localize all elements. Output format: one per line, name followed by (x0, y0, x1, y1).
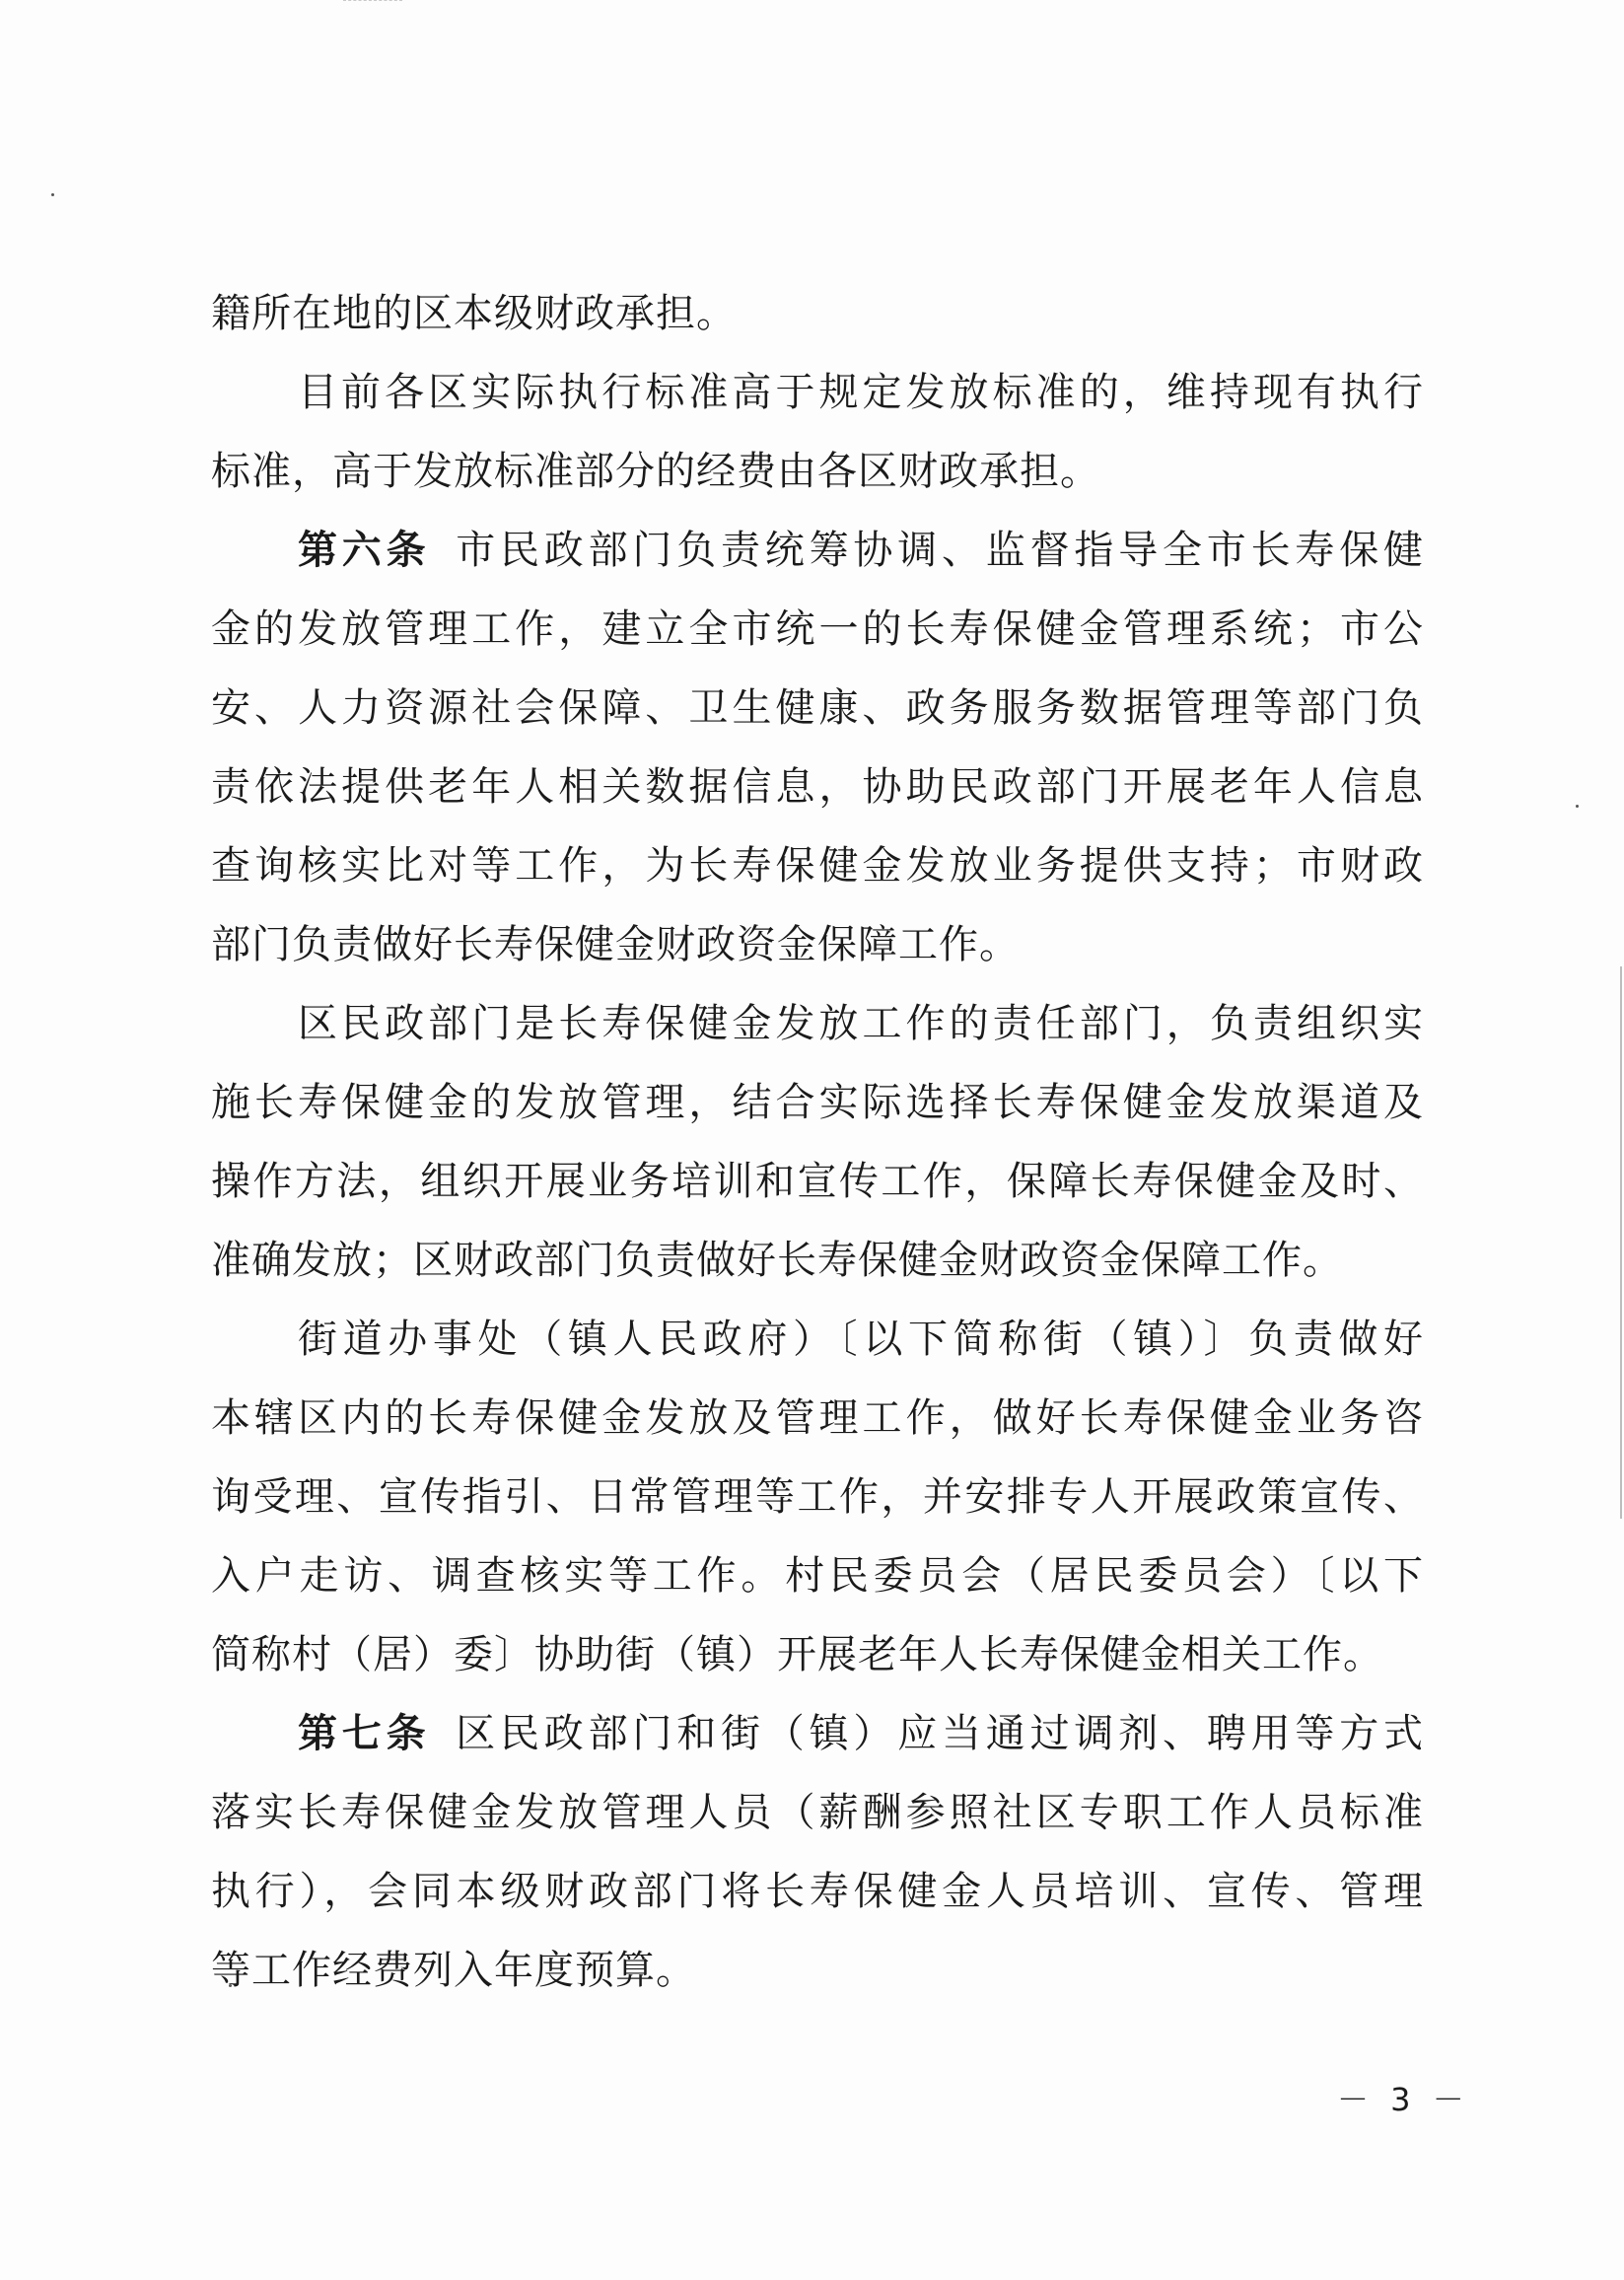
text-line: 部门负责做好长寿保健金财政资金保障工作。 (211, 922, 1020, 967)
text-line: 金的发放管理工作，建立全市统一的长寿保健金管理系统；市公 (211, 606, 1424, 652)
text-line: 本辖区内的长寿保健金发放及管理工作，做好长寿保健金业务咨 (211, 1395, 1424, 1441)
article-7-heading: 第七条 (298, 1710, 431, 1756)
text-line: 区民政部门和街（镇）应当通过调剂、聘用等方式 (452, 1711, 1425, 1756)
text-line: 市民政部门负责统筹协调、监督指导全市长寿保健 (452, 528, 1425, 573)
text-line: 入户走访、调查核实等工作。村民委员会（居民委员会）〔以下 (211, 1553, 1424, 1599)
text-line: 等工作经费列入年度预算。 (211, 1948, 696, 1993)
body-text (211, 274, 1424, 2010)
scan-mark (343, 0, 402, 5)
text-line: 籍所在地的区本级财政承担。 (211, 291, 737, 336)
text-line: 安、人力资源社会保障、卫生健康、政务服务数据管理等部门负 (211, 685, 1424, 731)
text-line: 操作方法，组织开展业务培训和宣传工作，保障长寿保健金及时、 (211, 1159, 1424, 1204)
page-number: － 3 － (1337, 2081, 1470, 2118)
text-line: 目前各区实际执行标准高于规定发放标准的，维持现有执行 (298, 370, 1424, 415)
article-6-first-line (211, 511, 1424, 590)
text-line: 施长寿保健金的发放管理，结合实际选择长寿保健金发放渠道及 (211, 1080, 1424, 1125)
text-line: 简称村（居）委〕协助街（镇）开展老年人长寿保健金相关工作。 (211, 1632, 1383, 1677)
scan-speck (1576, 805, 1579, 808)
article-6-heading: 第六条 (298, 527, 431, 573)
text-line: 执行），会同本级财政部门将长寿保健金人员培训、宣传、管理 (211, 1869, 1424, 1914)
text-line: 标准，高于发放标准部分的经费由各区财政承担。 (211, 449, 1100, 494)
text-line: 责依法提供老年人相关数据信息，协助民政部门开展老年人信息 (211, 764, 1424, 810)
text-line: 准确发放；区财政部门负责做好长寿保健金财政资金保障工作。 (211, 1238, 1343, 1283)
text-line: 区民政部门是长寿保健金发放工作的责任部门，负责组织实 (298, 1001, 1424, 1046)
scan-speck (51, 193, 54, 196)
text-line: 街道办事处（镇人民政府）〔以下简称街（镇）〕负责做好 (298, 1317, 1424, 1362)
text-line: 查询核实比对等工作，为长寿保健金发放业务提供支持；市财政 (211, 843, 1424, 889)
scan-edge-line (1620, 966, 1622, 1519)
text-line: 询受理、宣传指引、日常管理等工作，并安排专人开展政策宣传、 (211, 1474, 1424, 1520)
article-7-first-line (211, 1694, 1424, 1773)
text-line: 落实长寿保健金发放管理人员（薪酬参照社区专职工作人员标准 (211, 1790, 1424, 1835)
